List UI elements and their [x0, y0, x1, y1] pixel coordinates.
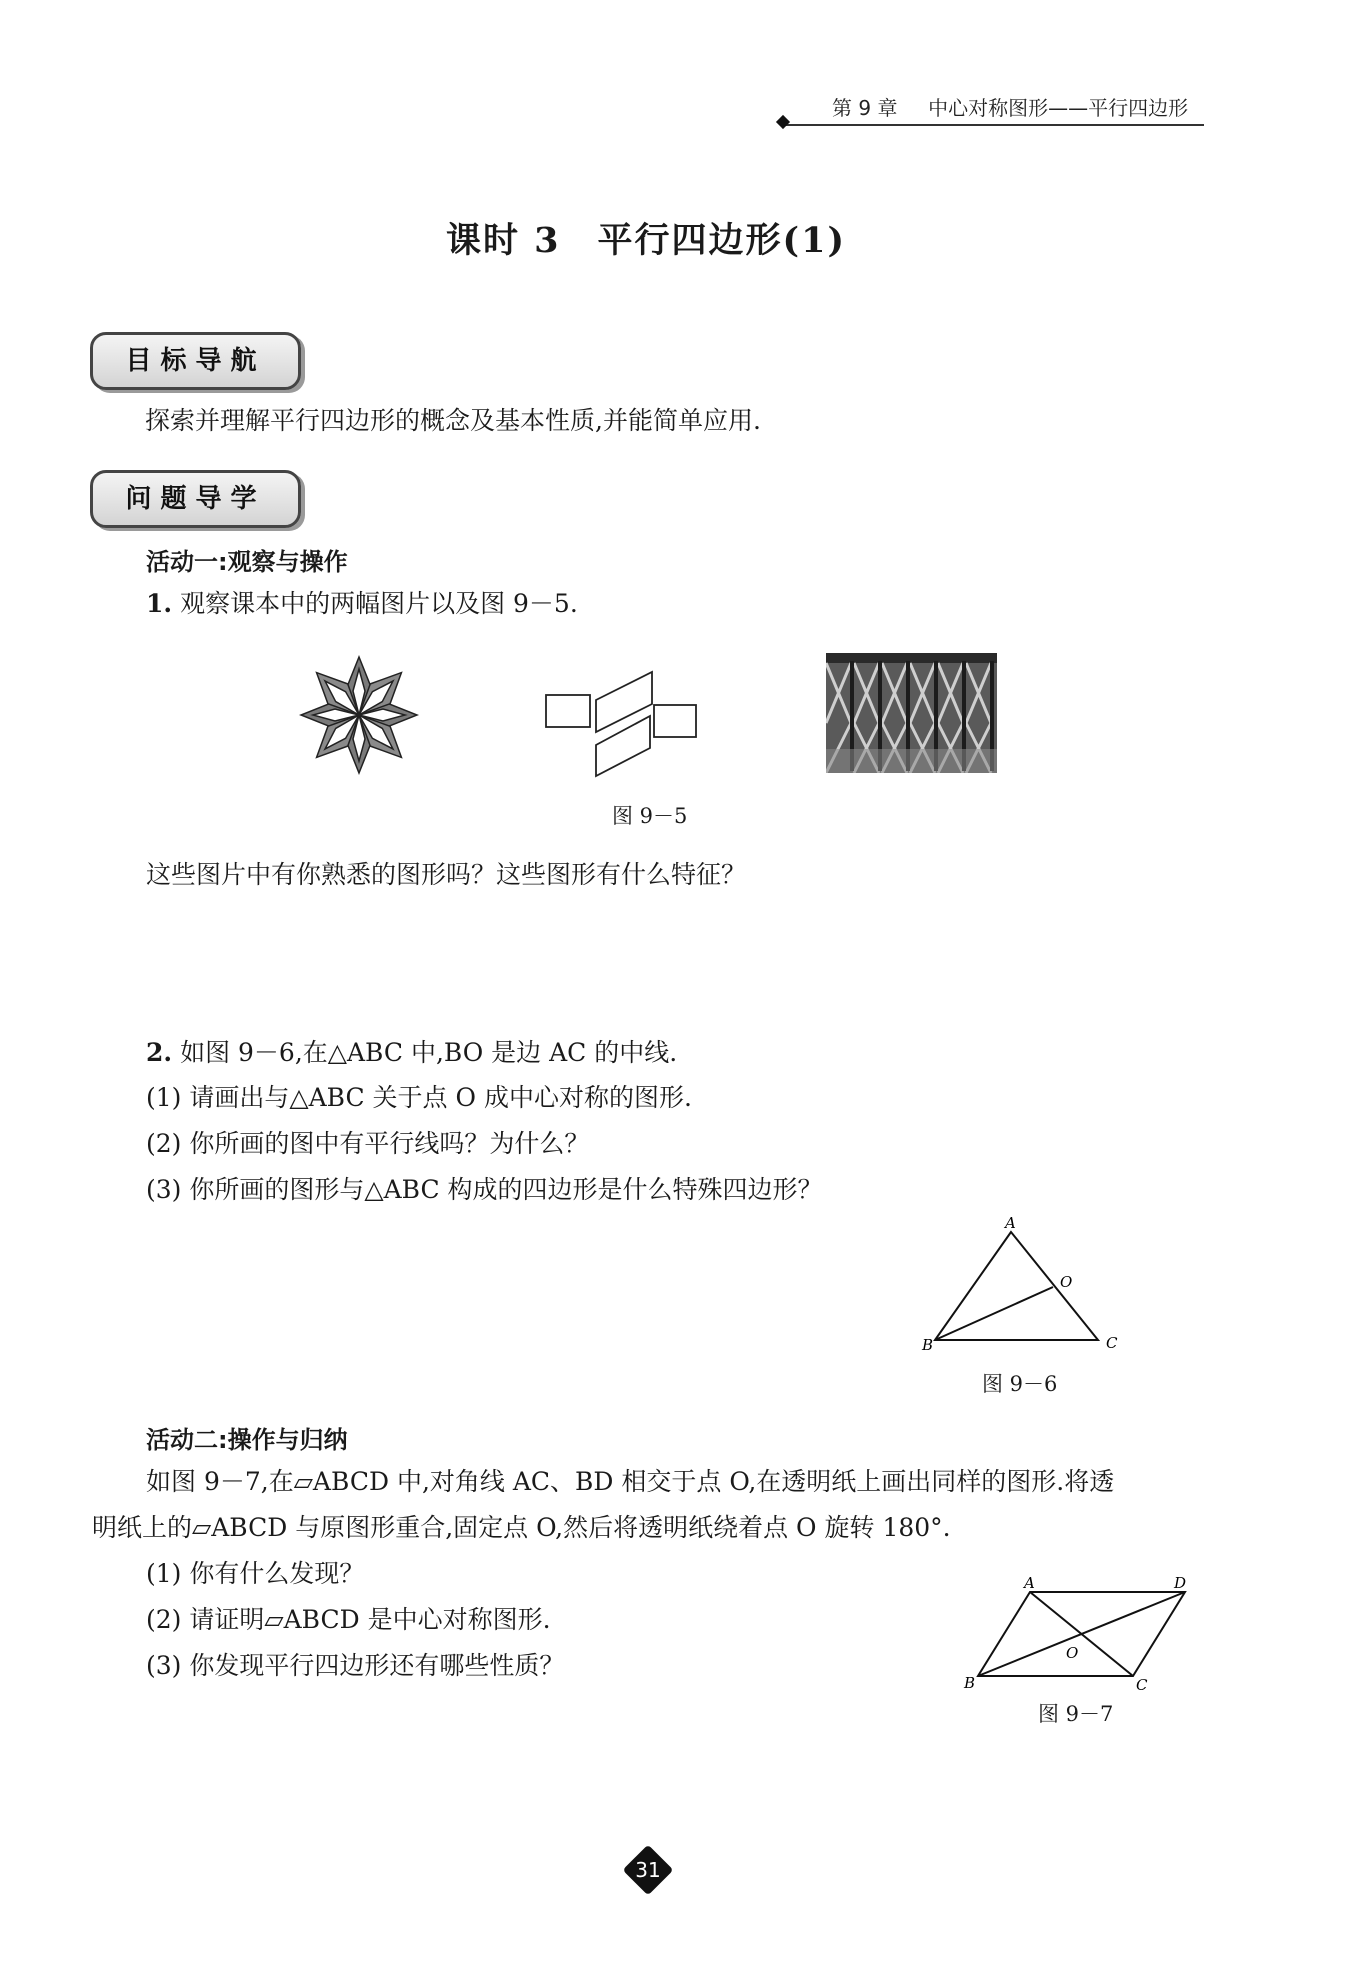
- goal-text: 探索并理解平行四边形的概念及基本性质,并能简单应用.: [145, 406, 761, 435]
- label-d: D: [1174, 1574, 1187, 1592]
- triangle-abc-figure: [912, 1214, 1132, 1354]
- activity2-heading: 活动二:操作与归纳: [146, 1426, 348, 1454]
- folding-gate-photo: [826, 653, 997, 773]
- page-number: 31: [635, 1858, 661, 1882]
- figure-9-7-caption: 图 9－7: [1038, 1702, 1114, 1726]
- parallelogram-shapes-figure: [544, 660, 700, 778]
- lesson-title: 课时 3 平行四边形(1): [446, 220, 847, 261]
- question-1-number: 1.: [146, 589, 173, 618]
- label-o: O: [1066, 1644, 1079, 1662]
- header-diamond-icon: [776, 115, 790, 129]
- label-b: B: [964, 1674, 976, 1692]
- question-2-number: 2.: [146, 1038, 173, 1067]
- problem-section-badge: 问题导学: [90, 470, 301, 528]
- question-2-part-3: (3) 你所画的图形与△ABC 构成的四边形是什么特殊四边形？: [146, 1175, 823, 1204]
- goal-section-badge: 目标导航: [90, 332, 301, 390]
- activity2-part-2: (2) 请证明▱ABCD 是中心对称图形.: [146, 1605, 551, 1634]
- activity2-part-1: (1) 你有什么发现？: [146, 1559, 365, 1588]
- label-c: C: [1136, 1676, 1148, 1692]
- rhombus-star-figure: [298, 655, 420, 775]
- question-2: [146, 1036, 677, 1070]
- label-a: A: [1024, 1574, 1035, 1592]
- label-o: O: [1060, 1273, 1073, 1291]
- chapter-number: 第 9 章: [832, 96, 898, 120]
- chapter-title: 中心对称图形——平行四边形: [928, 96, 1189, 120]
- activity1-heading: 活动一:观察与操作: [146, 548, 348, 576]
- question-2-text: 如图 9－6,在△ABC 中,BO 是边 AC 的中线.: [180, 1038, 678, 1067]
- label-b: B: [922, 1336, 934, 1354]
- activity2-part-3: (3) 你发现平行四边形还有哪些性质？: [146, 1651, 565, 1680]
- label-c: C: [1106, 1334, 1118, 1352]
- label-a: A: [1005, 1214, 1016, 1232]
- parallelogram-abcd-figure: [952, 1572, 1202, 1692]
- question-2-part-2: (2) 你所画的图中有平行线吗？为什么？: [146, 1129, 590, 1158]
- question-1: [146, 587, 578, 621]
- header-rule: [782, 124, 1204, 126]
- activity2-paragraph-line-1: 如图 9－7,在▱ABCD 中,对角线 AC、BD 相交于点 O,在透明纸上画出同样的图形.将透: [146, 1467, 1115, 1496]
- page-number-badge: [623, 1845, 673, 1895]
- figure-9-5-caption: 图 9－5: [612, 804, 688, 828]
- activity2-paragraph-line-2: 明纸上的▱ABCD 与原图形重合,固定点 O,然后将透明纸绕着点 O 旋转 180°.: [92, 1513, 951, 1542]
- question-1-text: 观察课本中的两幅图片以及图 9－5.: [180, 589, 578, 618]
- figure-9-6-caption: 图 9－6: [982, 1372, 1058, 1396]
- question-2-part-1: (1) 请画出与△ABC 关于点 O 成中心对称的图形.: [146, 1083, 692, 1112]
- activity1-question: 这些图片中有你熟悉的图形吗？这些图形有什么特征？: [146, 860, 747, 889]
- chapter-header: [832, 92, 1188, 121]
